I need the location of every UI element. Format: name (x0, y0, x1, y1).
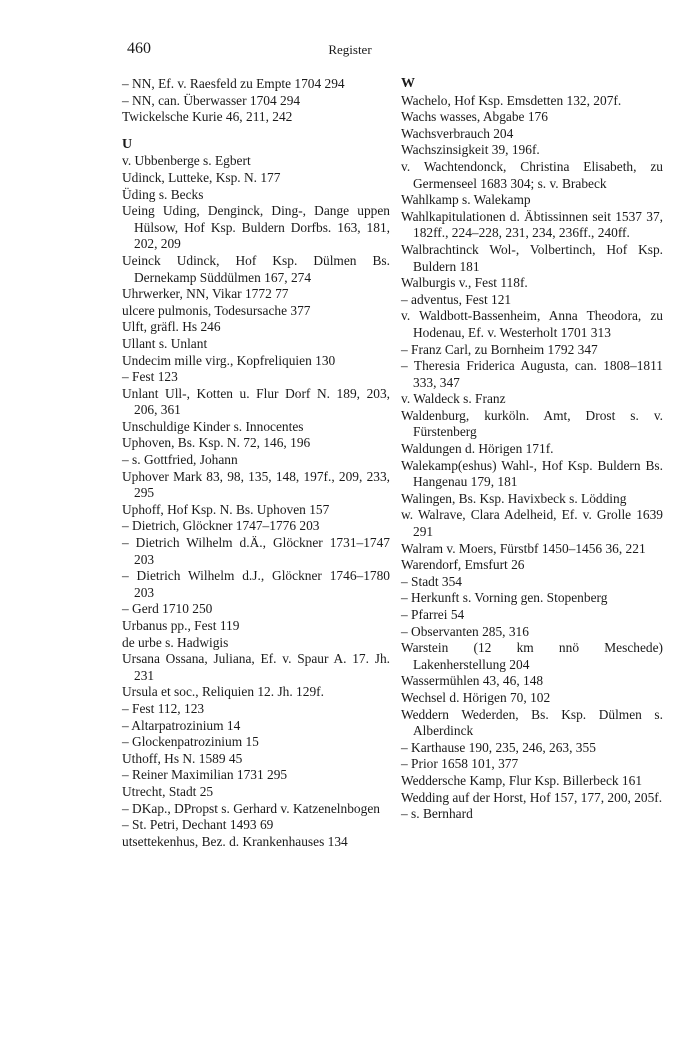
index-entry: – St. Petri, Dechant 1493 69 (122, 817, 274, 833)
index-entry: Ursula et soc., Reliquien 12. Jh. 129f. (122, 684, 324, 700)
section-letter: W (401, 76, 415, 91)
index-entry: – Fest 112, 123 (122, 700, 205, 716)
index-entry: Uthoff, Hs N. 1589 45 (122, 750, 243, 766)
index-entry: v. Wachtendonck, Christina Elisabeth, zu Germenseel 1683 304; s. v. Brabeck (401, 158, 663, 191)
index-entry: Walingen, Bs. Ksp. Havixbeck s. Lödding (401, 490, 627, 506)
index-entry: Wassermühlen 43, 46, 148 (401, 673, 544, 689)
index-entry: Wachszinsigkeit 39, 196f. (401, 142, 540, 158)
index-entry: Waldungen d. Hörigen 171f. (401, 441, 554, 457)
index-entry: – Stadt 354 (401, 573, 463, 589)
index-entry: Walekamp(eshus) Wahl-, Hof Ksp. Buldern Bs. Hangenau 179, 181 (401, 457, 663, 490)
index-entry: Warendorf, Emsfurt 26 (401, 557, 525, 573)
index-entry: Twickelsche Kurie 46, 211, 242 (122, 109, 293, 125)
index-entry: – DKap., DPropst s. Gerhard v. Katzenelnbogen (122, 800, 380, 816)
index-entry: – NN, can. Überwasser 1704 294 (122, 92, 301, 108)
index-entry: – Glockenpatrozinium 15 (122, 734, 259, 750)
index-entry: Warstein (12 km nnö Meschede) Lakenherstellung 204 (401, 640, 663, 672)
index-entry: – Prior 1658 101, 377 (401, 756, 519, 772)
index-entry: Weddern Wederden, Bs. Ksp. Dülmen s. Alberdinck (401, 706, 663, 739)
index-entry: – NN, Ef. v. Raesfeld zu Empte 1704 294 (122, 76, 345, 91)
index-entry: – Dietrich Wilhelm d.Ä., Glöckner 1731–1747 203 (122, 535, 390, 567)
index-entry: Uphoff, Hof Ksp. N. Bs. Uphoven 157 (122, 501, 330, 517)
index-entry: Uphoven, Bs. Ksp. N. 72, 146, 196 (122, 435, 311, 451)
index-entry: – Franz Carl, zu Bornheim 1792 347 (401, 341, 598, 357)
index-entry: Ueing Uding, Denginck, Ding-, Dange uppen Hülsow, Hof Ksp. Buldern Dorfbs. 163, 181, 202, 209 (122, 203, 390, 252)
index-entry: Wechsel d. Hörigen 70, 102 (401, 689, 551, 705)
index-entry: Üding s. Becks (122, 186, 204, 202)
index-entry: – Dietrich Wilhelm d.J., Glöckner 1746–1780 203 (122, 568, 390, 600)
index-entry: w. Walrave, Clara Adelheid, Ef. v. Grolle 1639 291 (401, 507, 663, 540)
index-entry: Wahlkamp s. Walekamp (401, 192, 531, 208)
index-entry: de urbe s. Hadwigis (122, 634, 229, 650)
index-entry: v. Waldbott-Bassenheim, Anna Theodora, zu Hodenau, Ef. v. Westerholt 1701 313 (401, 308, 663, 340)
index-entry: Uphover Mark 83, 98, 135, 148, 197f., 209, 233, 295 (122, 468, 390, 501)
index-entry: Weddersche Kamp, Flur Ksp. Billerbeck 161 (401, 772, 643, 788)
index-entry: – Reiner Maximilian 1731 295 (122, 767, 288, 783)
index-entry: utsettekenhus, Bez. d. Krankenhauses 134 (122, 833, 348, 849)
index-entry: – Theresia Friderica Augusta, can. 1808–1811 333, 347 (401, 358, 663, 390)
left-column (122, 76, 390, 850)
index-entry: – Karthause 190, 235, 246, 263, 355 (401, 739, 596, 755)
index-entry: – Observanten 285, 316 (401, 623, 529, 639)
index-entry: – adventus, Fest 121 (401, 291, 512, 307)
index-entry: Uhrwerker, NN, Vikar 1772 77 (122, 286, 289, 302)
running-head: Register (328, 42, 372, 57)
index-entry: v. Waldeck s. Franz (401, 391, 506, 407)
index-entry: Urbanus pp., Fest 119 (122, 618, 240, 633)
index-entry: – Fest 123 (122, 369, 178, 385)
index-entry: – s. Bernhard (401, 806, 473, 822)
index-entry: ulcere pulmonis, Todesursache 377 (122, 302, 311, 318)
index-entry: Wachsverbrauch 204 (401, 125, 514, 141)
index-entry: – Herkunft s. Vorning gen. Stopenberg (401, 590, 608, 606)
index-entry: Ulft, gräfl. Hs 246 (122, 319, 221, 335)
index-entry: Walburgis v., Fest 118f. (401, 275, 528, 291)
index-entry: Utrecht, Stadt 25 (122, 783, 214, 799)
index-entry: Unschuldige Kinder s. Innocentes (122, 418, 304, 434)
index-entry: – Gerd 1710 250 (122, 601, 213, 617)
index-entry: Walbrachtinck Wol-, Volbertinch, Hof Ksp. Buldern 181 (401, 241, 663, 274)
right-column (401, 76, 663, 823)
page-number: 460 (127, 40, 151, 57)
index-entry: – s. Gottfried, Johann (122, 452, 238, 468)
index-entry: – Dietrich, Glöckner 1747–1776 203 (122, 518, 320, 534)
index-entry: Udinck, Lutteke, Ksp. N. 177 (122, 169, 281, 185)
section-letter: U (122, 136, 133, 152)
index-entry: Ursana Ossana, Juliana, Ef. v. Spaur A. 17. Jh. 231 (122, 651, 390, 683)
index-entry: v. Ubbenberge s. Egbert (122, 153, 251, 169)
index-entry: Unlant Ull-, Kotten u. Flur Dorf N. 189, 203, 206, 361 (122, 385, 390, 418)
index-entry: Wedding auf der Horst, Hof 157, 177, 200, 205f. (401, 789, 663, 805)
index-entry: Ullant s. Unlant (122, 335, 208, 351)
index-entry: – Altarpatrozinium 14 (122, 717, 241, 733)
index-entry: Waldenburg, kurköln. Amt, Drost s. v. Fürstenberg (401, 407, 663, 440)
index-entry: Walram v. Moers, Fürstbf 1450–1456 36, 221 (401, 540, 646, 556)
index-entry: Wahlkapitulationen d. Äbtissinnen seit 1537 37, 182ff., 224–228, 231, 234, 236ff., 240ff. (401, 208, 663, 241)
index-entry: – Pfarrei 54 (401, 607, 465, 622)
index-entry: Undecim mille virg., Kopfreliquien 130 (122, 352, 336, 368)
index-entry: Ueinck Udinck, Hof Ksp. Dülmen Bs. Dernekamp Süddülmen 167, 274 (122, 252, 390, 285)
index-entry: Wachs wasses, Abgabe 176 (401, 109, 548, 125)
index-entry: Wachelo, Hof Ksp. Emsdetten 132, 207f. (401, 92, 622, 108)
